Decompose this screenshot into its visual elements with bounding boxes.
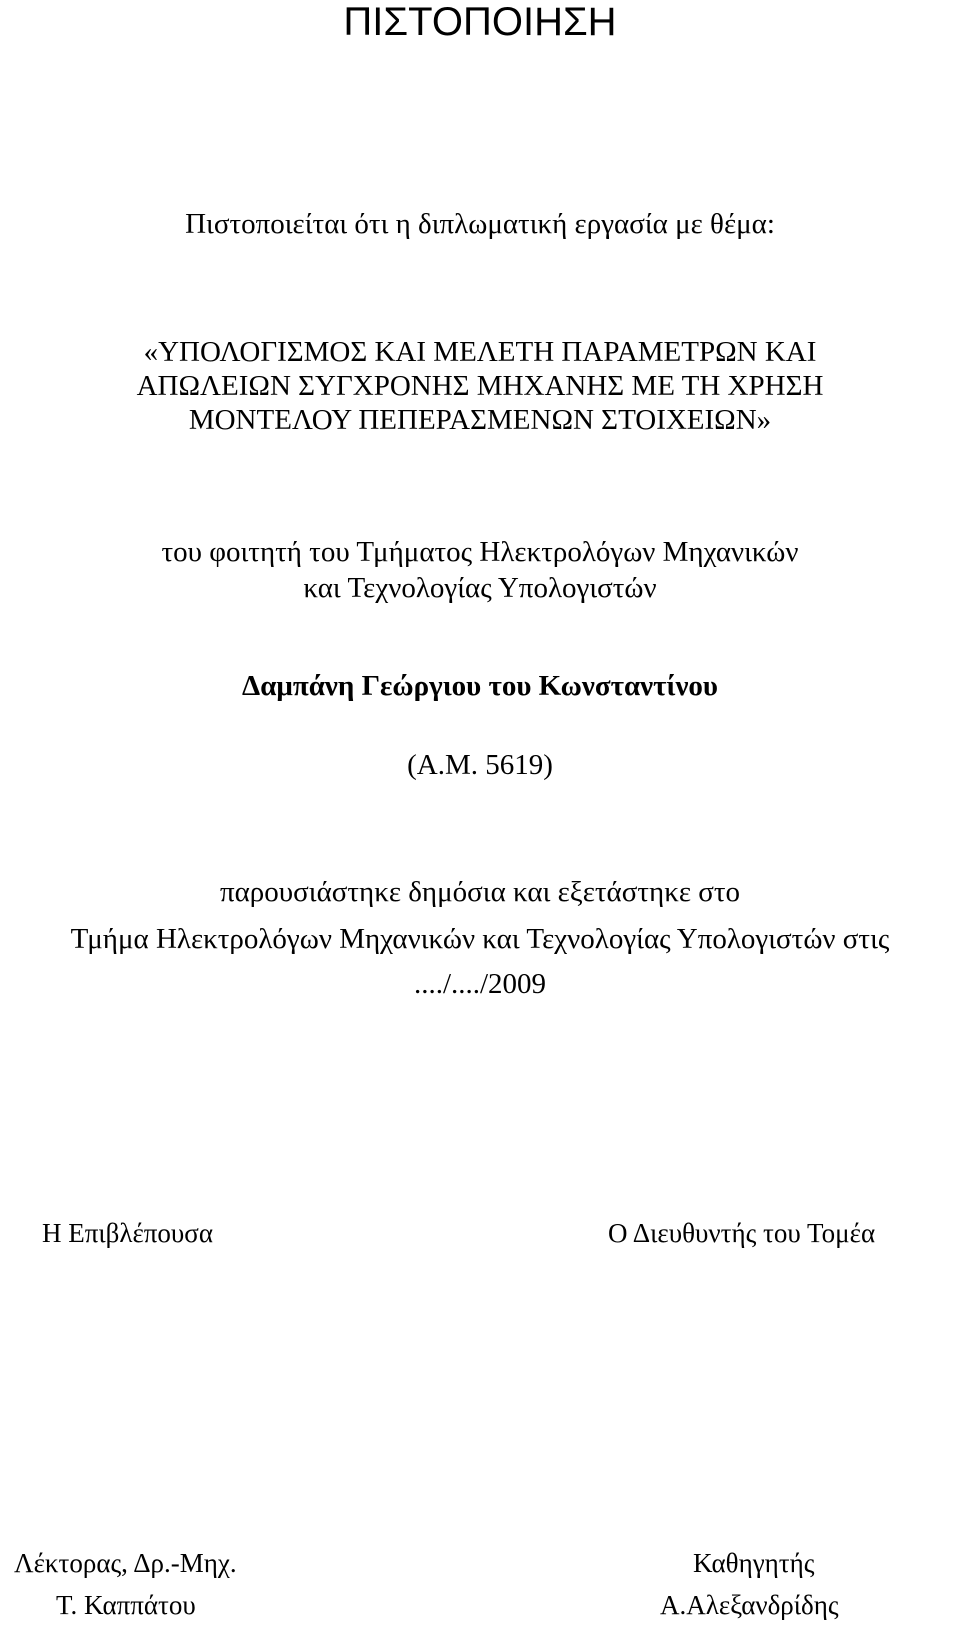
- supervisor-role: Η Επιβλέπουσα: [42, 1218, 214, 1248]
- intro-text: Πιστοποιείται ότι η διπλωματική εργασία με θέμα:: [185, 208, 775, 240]
- registration-number: (Α.Μ. 5619): [407, 749, 553, 781]
- thesis-title-line-2: ΑΠΩΛΕΙΩΝ ΣΥΓΧΡΟΝΗΣ ΜΗΧΑΝΗΣ ΜΕ ΤΗ ΧΡΗΣΗ: [136, 370, 824, 402]
- director-name: Α.Αλεξανδρίδης: [660, 1590, 839, 1620]
- student-department-line-2: και Τεχνολογίας Υπολογιστών: [303, 572, 657, 604]
- supervisor-name: Τ. Καππάτου: [56, 1590, 196, 1620]
- thesis-title-line-3: ΜΟΝΤΕΛΟΥ ΠΕΠΕΡΑΣΜΕΝΩΝ ΣΤΟΙΧΕΙΩΝ»: [188, 404, 772, 436]
- student-name: Δαμπάνη Γεώργιου του Κωνσταντίνου: [242, 670, 718, 702]
- director-role: Ο Διευθυντής του Τομέα: [608, 1218, 876, 1248]
- student-department-line-1: του φοιτητή του Τμήματος Ηλεκτρολόγων Μηχανικών: [161, 536, 799, 568]
- director-title: Καθηγητής: [693, 1548, 815, 1578]
- thesis-title-line-1: «ΥΠΟΛΟΓΙΣΜΟΣ ΚΑΙ ΜΕΛΕΤΗ ΠΑΡΑΜΕΤΡΩΝ ΚΑΙ: [143, 336, 817, 368]
- presentation-line-1: παρουσιάστηκε δημόσια και εξετάστηκε στο: [219, 876, 741, 908]
- supervisor-title: Λέκτορας, Δρ.-Μηχ.: [14, 1548, 237, 1578]
- page-title: ΠΙΣΤΟΠΟΙΗΣΗ: [343, 0, 617, 44]
- presentation-date: ..../..../2009: [413, 968, 547, 1000]
- presentation-line-2: Τμήμα Ηλεκτρολόγων Μηχανικών και Τεχνολογίας Υπολογιστών στις: [70, 923, 890, 955]
